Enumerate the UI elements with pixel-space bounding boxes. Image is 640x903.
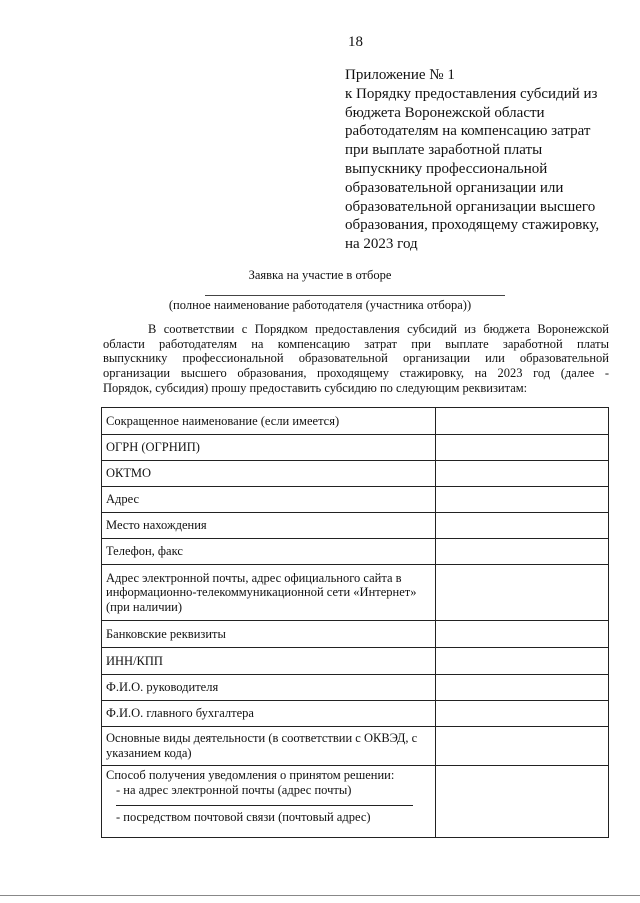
employer-name-caption: (полное наименование работодателя (участника отбора)) [168, 298, 472, 312]
row-label: Ф.И.О. руководителя [102, 675, 436, 701]
table-row [102, 701, 609, 727]
table-row [102, 675, 609, 701]
page-bottom-edge [0, 895, 640, 896]
table-row-notification-method [102, 766, 609, 838]
appendix-line: образовательной организации или [345, 179, 564, 196]
row-label: ОГРН (ОГРНИП) [102, 435, 436, 461]
table-row [102, 435, 609, 461]
row-value[interactable] [436, 487, 609, 513]
intro-line: В соответствии с Порядком предоставления субсидий из бюджета Воронежской [148, 322, 609, 336]
appendix-line: Приложение № 1 [345, 67, 455, 83]
row-value[interactable] [436, 648, 609, 675]
row-label: Сокращенное наименование (если имеется) [102, 408, 436, 435]
row-value[interactable] [436, 539, 609, 565]
table-row [102, 513, 609, 539]
row-value[interactable] [436, 461, 609, 487]
appendix-line: на 2023 год [345, 236, 418, 253]
row-value[interactable] [436, 675, 609, 701]
row-value[interactable] [436, 408, 609, 435]
row-value[interactable] [436, 727, 609, 766]
row-label: Телефон, факс [102, 539, 436, 565]
appendix-line: образования, проходящему стажировку, [345, 217, 600, 234]
row-label: Основные виды деятельности (в соответствии с ОКВЭД, с указанием кода) [102, 727, 436, 766]
document-title: Заявка на участие в отборе [248, 268, 392, 282]
table-row [102, 727, 609, 766]
appendix-line: к Порядку предоставления субсидий из [345, 85, 598, 102]
row-label: ИНН/КПП [102, 648, 436, 675]
intro-line: выпускнику профессиональной образовательной организации или образовательной [103, 351, 609, 366]
table-row [102, 648, 609, 675]
appendix-header [345, 66, 620, 254]
intro-line: Порядок, субсидия) прошу предоставить субсидию по следующим реквизитам: [103, 380, 528, 395]
email-address-fill-line [116, 805, 413, 806]
employer-name-fill-line [205, 295, 505, 296]
row-label: Ф.И.О. главного бухгалтера [102, 701, 436, 727]
notification-method-title: Способ получения уведомления о принятом решении: [106, 768, 395, 782]
row-value[interactable] [436, 621, 609, 648]
intro-line: области работодателям на компенсацию затрат при выплате заработной платы [103, 336, 609, 351]
row-label: Адрес электронной почты, адрес официального сайта в информационно-телекоммуникационной сети «Интернет» (при наличии) [102, 565, 436, 621]
notification-method-post: - посредством почтовой связи (почтовый адрес) [116, 810, 371, 825]
appendix-line: работодателям на компенсацию затрат [345, 123, 591, 140]
row-label: Адрес [102, 487, 436, 513]
appendix-line: при выплате заработной платы [345, 142, 543, 159]
table-row [102, 461, 609, 487]
row-value[interactable] [436, 513, 609, 539]
notification-method-email: - на адрес электронной почты (адрес почты) [116, 782, 352, 797]
notification-method-value[interactable] [436, 766, 609, 838]
table-row [102, 565, 609, 621]
appendix-line: бюджета Воронежской области [345, 104, 545, 121]
appendix-line: образовательной организации высшего [345, 198, 596, 215]
row-label: ОКТМО [102, 461, 436, 487]
page-number: 18 [348, 34, 363, 50]
row-value[interactable] [436, 701, 609, 727]
requisites-table [101, 407, 609, 838]
row-label: Место нахождения [102, 513, 436, 539]
row-value[interactable] [436, 435, 609, 461]
row-label: Банковские реквизиты [102, 621, 436, 648]
table-row [102, 539, 609, 565]
notification-method-cell [102, 766, 436, 838]
appendix-line: выпускнику профессиональной [345, 160, 548, 177]
intro-paragraph [103, 322, 609, 396]
table-row [102, 621, 609, 648]
row-value[interactable] [436, 565, 609, 621]
table-row [102, 408, 609, 435]
intro-line: организации высшего образования, проходящему стажировку, на 2023 год (далее - [103, 366, 609, 381]
table-row [102, 487, 609, 513]
